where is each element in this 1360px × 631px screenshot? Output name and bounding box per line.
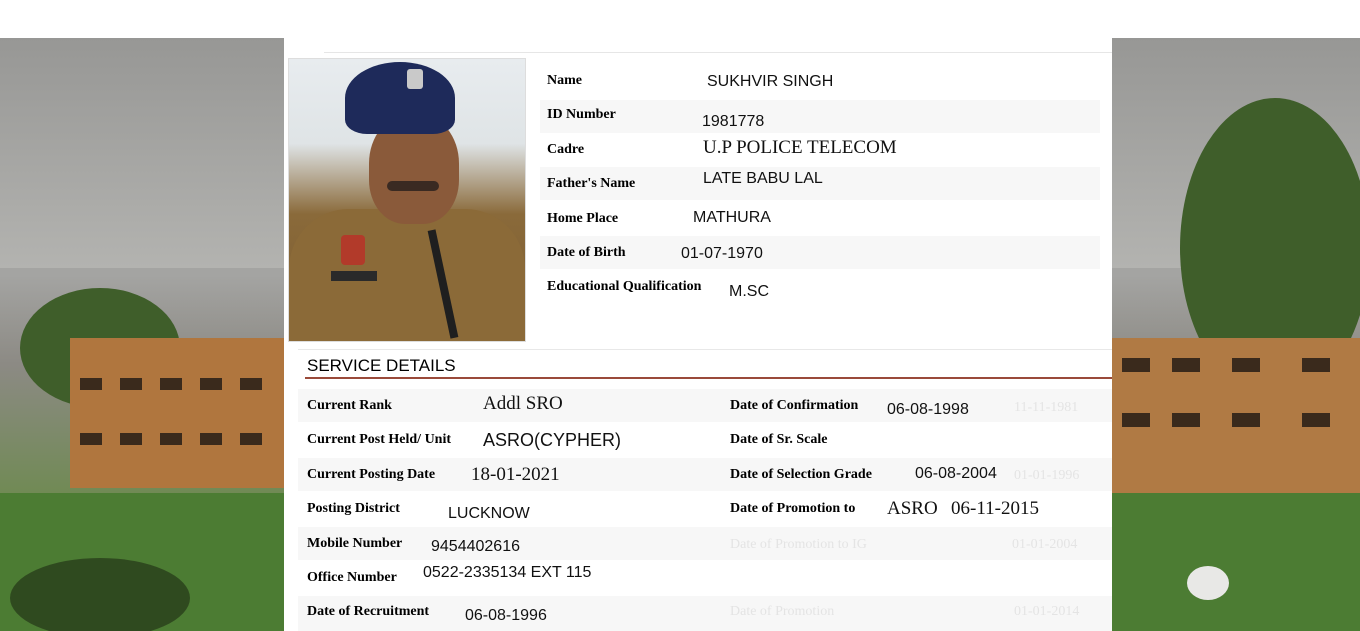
current-rank-label: Current Rank (307, 398, 392, 413)
education-value: M.SC (729, 283, 769, 300)
home-place-value: MATHURA (693, 209, 771, 226)
education-label: Educational Qualification (547, 279, 702, 294)
name-label: Name (547, 73, 582, 88)
divider (324, 52, 1112, 53)
father-name-value: LATE BABU LAL (703, 170, 823, 187)
cadre-label: Cadre (547, 142, 585, 157)
home-place-label: Home Place (547, 211, 619, 226)
name-value: SUKHVIR SINGH (707, 73, 834, 90)
selection-grade-date-label: Date of Selection Grade (730, 467, 872, 482)
current-rank-value: Addl SRO (483, 393, 563, 414)
row-shade (540, 100, 1100, 133)
confirmation-date-value: 06-08-1998 (887, 401, 969, 418)
row-shade (298, 389, 1112, 422)
cadre-value: U.P POLICE TELECOM (703, 137, 897, 158)
office-number-label: Office Number (307, 570, 397, 585)
promotion-rank-value: ASRO (887, 498, 938, 519)
selection-grade-date-value: 06-08-2004 (915, 465, 997, 482)
promotion-date-label: Date of Promotion to (730, 501, 856, 516)
mobile-number-value: 9454402616 (431, 538, 520, 555)
posting-district-label: Posting District (307, 501, 400, 516)
current-post-value: ASRO(CYPHER) (483, 430, 622, 450)
recruitment-date-value: 06-08-1996 (465, 607, 547, 624)
father-name-label: Father's Name (547, 176, 636, 191)
profile-photo (288, 58, 526, 342)
promotion-date-value: 06-11-2015 (951, 498, 1039, 519)
dob-label: Date of Birth (547, 245, 626, 260)
posting-date-value: 18-01-2021 (471, 464, 560, 485)
confirmation-date-label: Date of Confirmation (730, 398, 859, 413)
divider (298, 349, 1112, 350)
sr-scale-date-label: Date of Sr. Scale (730, 432, 828, 447)
current-post-label: Current Post Held/ Unit (307, 432, 452, 447)
section-rule (305, 377, 1112, 379)
mobile-number-label: Mobile Number (307, 536, 403, 551)
id-number-label: ID Number (547, 107, 616, 122)
dob-value: 01-07-1970 (681, 245, 763, 262)
recruitment-date-label: Date of Recruitment (307, 604, 430, 619)
posting-district-value: LUCKNOW (448, 505, 530, 522)
posting-date-label: Current Posting Date (307, 467, 436, 482)
id-number-value: 1981778 (702, 113, 765, 130)
service-details-heading: SERVICE DETAILS (307, 356, 456, 375)
office-number-value: 0522-2335134 EXT 115 (423, 564, 592, 581)
row-shade (298, 527, 1112, 560)
profile-card: Name SUKHVIR SINGH ID Number 1981778 Cadre U.P POLICE TELECOM Father's Name LATE BABU LAL Home Place MATHURA Date of Birth 01-07-1970 Educational Qualification M.SC SERVICE DETAILS 11-11-1981 01-01-1996 Date of Promotion to IG 01-01-2004 Date of Promotion 01-01-2014 Current Rank Addl SRO Current Post Held/ Unit ASRO(CYPHER) Current Posting Date 18-01-2021 Posting District LUCKNOW Mobile Number 9454402616 Office Number 0522-2335134 EXT 115 Date of Recruitment 06-08-1996 Date of Confirmation 06-08-1998 Date of Sr. Scale Date of Selection Grade 06-08-2004 Date of Promotion to ASRO 06-11-2015 (284, 0, 1112, 631)
